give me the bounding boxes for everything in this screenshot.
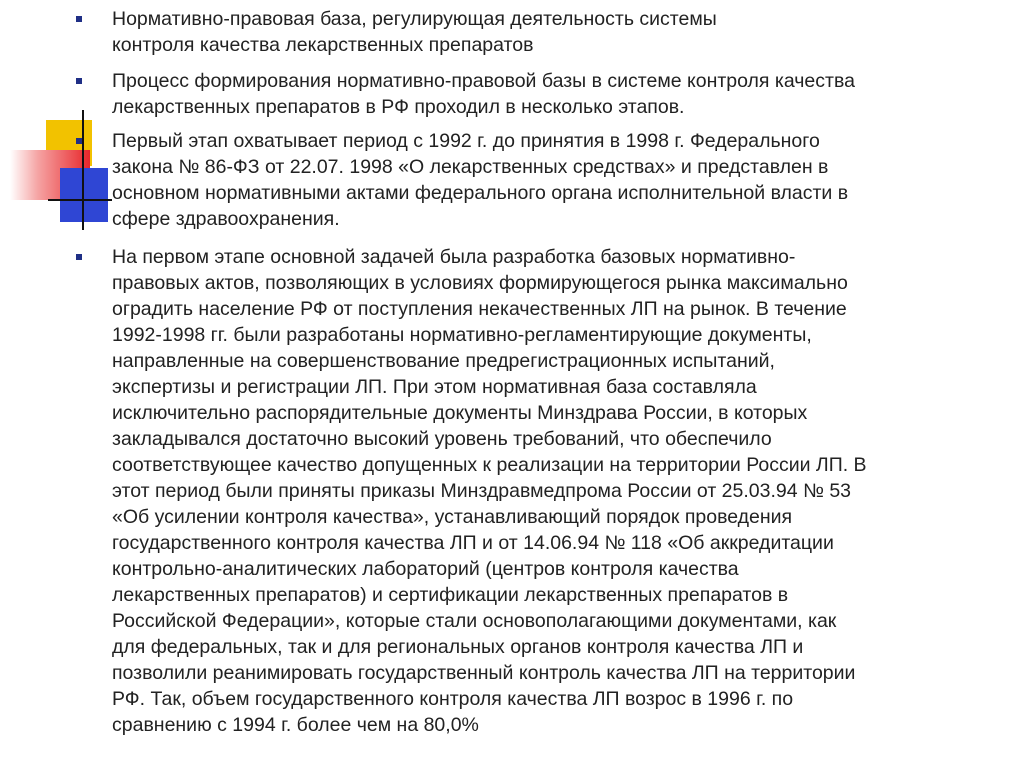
bullet-text-line: РФ. Так, объем государственного контроля качества ЛП возрос в 1996 г. по	[112, 688, 794, 710]
bullet-marker	[76, 78, 82, 84]
bullet-text-line: закладывался достаточно высокий уровень требований, что обеспечило	[112, 428, 772, 450]
bullet-marker	[76, 254, 82, 260]
bullet-text-line: правовых актов, позволяющих в условиях формирующегося рынка максимально	[112, 272, 848, 294]
bullet-text-line: закона № 86-ФЗ от 22.07. 1998 «О лекарственных средствах» и представлен в	[112, 156, 829, 178]
bullet-text-line: лекарственных препаратов в РФ проходил в несколько этапов.	[112, 96, 685, 118]
bullet-marker	[76, 16, 82, 22]
bullet-text-line: лекарственных препаратов) и сертификации лекарственных препаратов в	[112, 584, 789, 606]
decor-blue-square	[60, 168, 108, 222]
decor-vertical-line	[82, 110, 84, 230]
bullet-text-line: основном нормативными актами федерального органа исполнительной власти в	[112, 182, 849, 204]
bullet-text-line: этот период были приняты приказы Минздравмедпрома России от 25.03.94 № 53	[112, 480, 852, 502]
bullet-text-line: оградить население РФ от поступления некачественных ЛП на рынок. В течение	[112, 298, 847, 320]
bullet-text-line: 1992-1998 гг. были разработаны нормативно-регламентирующие документы,	[112, 324, 812, 346]
bullet-text-line: государственного контроля качества ЛП и от 14.06.94 № 118 «Об аккредитации	[112, 532, 834, 554]
bullet-text-line: На первом этапе основной задачей была разработка базовых нормативно-	[112, 246, 796, 268]
bullet-text-line: для федеральных, так и для региональных органов контроля качества ЛП и	[112, 636, 804, 658]
bullet-text-line: исключительно распорядительные документы Минздрава России, в которых	[112, 402, 808, 424]
bullet-text-line: «Об усилении контроля качества», устанавливающий порядок проведения	[112, 506, 793, 528]
bullet-text-line: экспертизы и регистрации ЛП. При этом нормативная база составляла	[112, 376, 757, 398]
bullet-marker	[76, 138, 82, 144]
bullet-text-line: сравнению с 1994 г. более чем на 80,0%	[112, 714, 479, 736]
decor-horizontal-line	[48, 199, 112, 201]
bullet-text-line: Российской Федерации», которые стали основополагающими документами, как	[112, 610, 837, 632]
bullet-text-line: соответствующее качество допущенных к реализации на территории России ЛП. В	[112, 454, 867, 476]
bullet-text-line: позволили реанимировать государственный контроль качества ЛП на территории	[112, 662, 856, 684]
bullet-text-line: Нормативно-правовая база, регулирующая деятельность системы	[112, 8, 717, 30]
bullet-text-line: направленные на совершенствование предрегистрационных испытаний,	[112, 350, 775, 372]
bullet-text-line: контроля качества лекарственных препаратов	[112, 34, 534, 56]
bullet-text-line: сфере здравоохранения.	[112, 208, 340, 230]
bullet-text-line: контрольно-аналитических лабораторий (центров контроля качества	[112, 558, 739, 580]
bullet-text-line: Процесс формирования нормативно-правовой базы в системе контроля качества	[112, 70, 855, 92]
bullet-text-line: Первый этап охватывает период с 1992 г. до принятия в 1998 г. Федерального	[112, 130, 820, 152]
